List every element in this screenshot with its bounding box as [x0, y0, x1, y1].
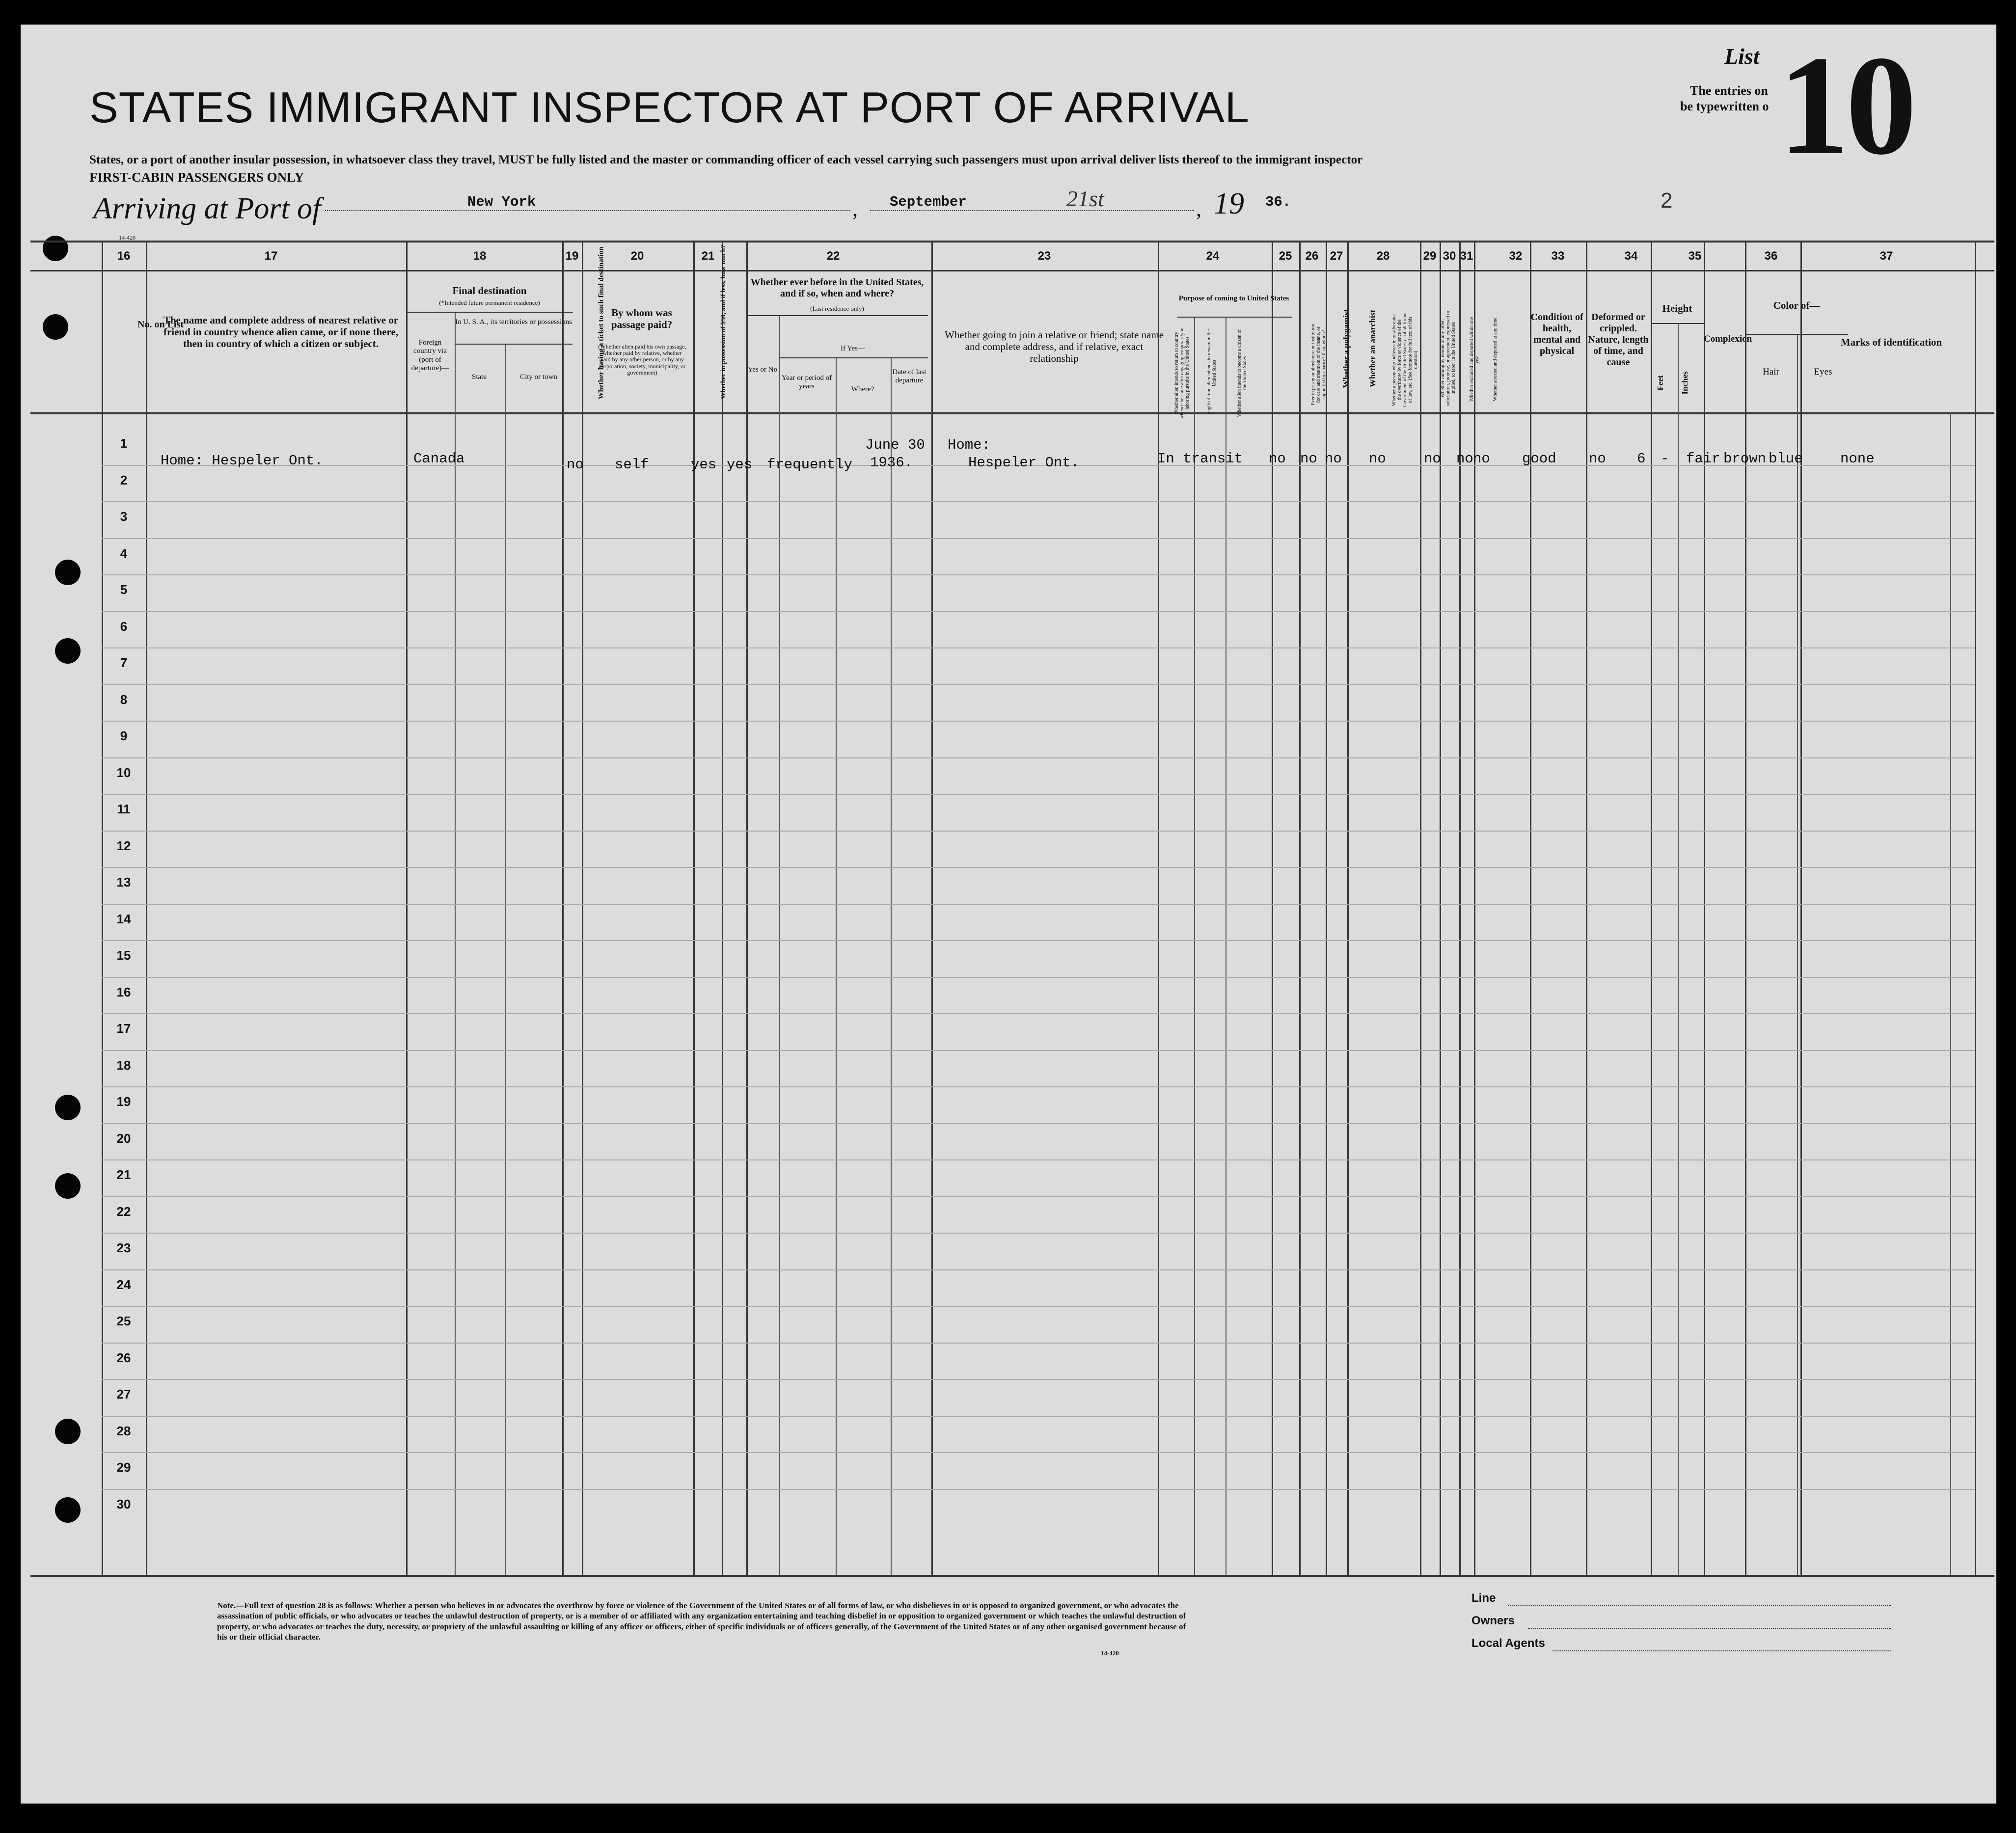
row-rule: [102, 1013, 1975, 1014]
row-rule: [102, 904, 1975, 905]
punch-hole: [55, 638, 81, 664]
row-number: 22: [116, 1204, 131, 1219]
entry-date-2: 1936.: [870, 455, 913, 471]
column-number: 29: [1423, 249, 1437, 263]
sub-column-rule: [1950, 412, 1951, 1575]
col18-usa: In U. S. A., its territories or possessions: [455, 318, 572, 326]
col18-note: (*Intended future permanent residence): [439, 299, 540, 306]
row-rule: [102, 1452, 1975, 1453]
punch-hole: [55, 1095, 81, 1120]
form-code-top: 14-420: [119, 234, 136, 241]
column-rule: [1586, 241, 1587, 1575]
col35-header: Complexion: [1704, 334, 1752, 344]
row-rule: [102, 1159, 1975, 1160]
owners-dotline: [1528, 1628, 1891, 1629]
punch-hole: [43, 314, 68, 340]
column-rule: [1975, 241, 1976, 1575]
col34-title: Height: [1662, 302, 1692, 314]
entry-health: good: [1522, 451, 1556, 467]
column-number: 24: [1206, 249, 1220, 263]
col31-header: Whether arrested and deported at any time: [1493, 318, 1498, 401]
row-number: 10: [116, 765, 131, 780]
comma: ,: [1196, 197, 1201, 221]
col22-subrule: [746, 315, 928, 316]
entry-fifty-dollars: yes: [691, 457, 717, 473]
column-number: 17: [264, 249, 278, 263]
entry-marks: none: [1840, 451, 1875, 467]
column-rule: [1347, 241, 1349, 1575]
agents-label: Local Agents: [1471, 1637, 1545, 1650]
col24-c-header: Whether alien intends to become a citizen of the United States: [1237, 329, 1248, 417]
col18-state: State: [472, 373, 487, 381]
col22-ifyes-rule: [779, 357, 928, 358]
col22-where: Where?: [851, 385, 874, 393]
day-value: 21st: [1066, 186, 1104, 211]
row-number: 4: [120, 545, 128, 561]
form-code-bottom: 14-420: [1101, 1649, 1119, 1657]
entry-q29: no: [1424, 451, 1441, 467]
row-number: 18: [116, 1057, 131, 1073]
row-number: 26: [116, 1350, 131, 1365]
sub-column-rule: [505, 344, 506, 1575]
column-rule: [1272, 241, 1273, 1575]
column-rule: [1440, 241, 1441, 1575]
line-dotline: [1508, 1605, 1891, 1606]
row-number: 9: [120, 728, 128, 743]
column-rule: [1651, 241, 1652, 1575]
typewritten-note-1: The entries on: [1690, 83, 1768, 98]
date-dotline: [870, 210, 1194, 211]
entry-anarchist: no: [1325, 451, 1342, 467]
col27-header: Whether an anarchist: [1368, 309, 1377, 388]
sub-column-rule: [891, 357, 892, 1575]
row-number: 25: [116, 1314, 131, 1328]
col17-header: The name and complete address of nearest relative or friend in country whence alien came, or if none there, then in country of which a citizen or subject.: [163, 314, 399, 350]
row-number: 29: [116, 1460, 131, 1475]
row-rule: [102, 1416, 1975, 1417]
col36-title: Color of—: [1773, 299, 1820, 311]
entry-deformed: no: [1589, 451, 1606, 467]
column-rule: [693, 241, 695, 1575]
owners-label: Owners: [1471, 1614, 1515, 1627]
entry-purpose: In transit: [1157, 451, 1243, 467]
row-rule: [102, 940, 1975, 941]
row-rule: [102, 538, 1975, 539]
row-rule: [102, 721, 1975, 722]
col24-title: Purpose of coming to United States: [1178, 295, 1289, 302]
row-rule: [102, 1306, 1975, 1307]
entry-q28: no: [1369, 451, 1386, 467]
punch-hole: [55, 560, 81, 585]
column-number: 16: [117, 249, 131, 263]
row-rule: [102, 831, 1975, 832]
entry-prison: no: [1269, 451, 1286, 467]
year-prefix: 19: [1214, 187, 1244, 220]
row-number: 8: [120, 692, 128, 707]
col23-header: Whether going to join a relative or friend; state name and complete address, and if relative, exact relationship: [944, 329, 1164, 365]
column-rule: [1158, 241, 1159, 1575]
col18-foreign: Foreign country via (port of departure)—: [411, 339, 449, 372]
column-rule: [1530, 241, 1531, 1575]
row-number: 21: [116, 1167, 131, 1182]
typewritten-note-2: be typewritten o: [1680, 99, 1769, 113]
month-value: September: [890, 194, 967, 210]
port-dotline: [325, 210, 850, 211]
col16-header: No. on List: [137, 319, 184, 330]
table-bottom-rule: [30, 1575, 1994, 1577]
column-number: 33: [1551, 249, 1565, 263]
page-subtitle: States, or a port of another insular possession, in whatsoever class they travel, MUST be fully listed and the master or commanding officer of each vessel carrying such passengers must upon arrival deliver lists thereof to the immigrant inspector: [89, 153, 1363, 166]
col20-title: By whom was passage paid?: [611, 307, 673, 331]
col32-header: Condition of health, mental and physical: [1530, 312, 1583, 356]
entry-relative-address: Home: Hespeler Ont.: [161, 453, 323, 469]
column-rule: [582, 241, 583, 1575]
column-number: 25: [1279, 249, 1292, 263]
column-number: 30: [1443, 249, 1456, 263]
sub-column-rule: [1797, 334, 1798, 1575]
row-rule: [102, 574, 1975, 575]
col25-header: Ever in prison or almshouse or institution for care and treatment of the insane, or supported by charity? If so, which?: [1310, 323, 1327, 406]
row-rule: [102, 867, 1975, 868]
column-rule: [931, 241, 933, 1575]
entry-joining-2: Hespeler Ont.: [968, 455, 1080, 471]
column-number: 18: [473, 249, 487, 263]
row-rule: [102, 1050, 1975, 1051]
entry-complexion: fair: [1686, 451, 1720, 467]
column-rule: [1745, 241, 1746, 1575]
row-number: 5: [120, 582, 128, 597]
column-number: 20: [630, 249, 644, 263]
column-rule: [1299, 241, 1301, 1575]
column-rule: [722, 241, 723, 1575]
col36-hair: Hair: [1763, 367, 1779, 377]
row-number: 24: [116, 1277, 131, 1292]
col21-header: Whether in possession of $50, and if less, how much?: [720, 244, 727, 399]
column-number: 36: [1764, 249, 1778, 263]
col24-a-header: Whether alien intends to return to country whence he came after engaging temporarily in laboring pursuits in the United States: [1174, 327, 1190, 419]
sheet-number: 2: [1661, 189, 1673, 213]
column-number: 35: [1688, 249, 1702, 263]
entry-date-1: June 30: [865, 437, 925, 453]
column-number: 22: [826, 249, 840, 263]
column-number: 37: [1880, 249, 1893, 263]
class-line: FIRST-CABIN PASSENGERS ONLY: [89, 170, 304, 185]
row-number: 27: [116, 1387, 131, 1402]
line-label: Line: [1471, 1591, 1496, 1605]
punch-hole: [55, 1497, 81, 1523]
col33-header: Deformed or crippled. Nature, length of time, and cause: [1588, 312, 1649, 368]
sub-column-rule: [1678, 323, 1679, 1575]
entry-inches: -: [1661, 451, 1669, 467]
column-rule: [1800, 241, 1802, 1575]
row-rule: [102, 1343, 1975, 1344]
entry-joining-1: Home:: [948, 437, 991, 453]
col29-header: Whether coming by reason of any offer, solicitation, promise, or agreement, expressed or implied, to labor in the United States: [1440, 310, 1456, 406]
row-number: 2: [120, 472, 128, 487]
column-number: 28: [1376, 249, 1390, 263]
sub-column-rule: [779, 315, 780, 1575]
col24-subrule: [1177, 317, 1292, 318]
row-number: 3: [120, 509, 128, 524]
punch-hole: [55, 1173, 81, 1199]
row-number: 17: [116, 1021, 131, 1036]
arriving-label: Arriving at Port of: [93, 192, 321, 225]
col22-yesno: Yes or No: [747, 366, 778, 374]
row-number: 30: [116, 1496, 131, 1511]
row-rule: [102, 1196, 1975, 1197]
col24-b-header: Length of time alien intends to remain in the United States: [1206, 329, 1217, 417]
column-number: 21: [701, 249, 715, 263]
entry-q31: no: [1473, 451, 1490, 467]
row-number: 14: [116, 911, 131, 926]
col18-subrule: [406, 312, 573, 313]
col34-inches: Inches: [1680, 371, 1689, 395]
column-rule: [406, 241, 408, 1575]
agents-dotline: [1553, 1650, 1891, 1651]
row-rule: [102, 794, 1975, 795]
colnum-rule: [30, 270, 1994, 271]
row-rule: [102, 647, 1975, 648]
year-suffix: 36.: [1265, 194, 1291, 210]
punch-hole: [43, 236, 68, 261]
row-rule: [102, 1379, 1975, 1380]
col34-subrule: [1651, 323, 1704, 324]
row-rule: [102, 977, 1975, 978]
port-value: New York: [467, 194, 536, 210]
col36-eyes: Eyes: [1814, 367, 1832, 377]
column-rule: [1704, 241, 1705, 1575]
entry-foreign-country: Canada: [413, 451, 465, 467]
col36-subrule: [1745, 334, 1848, 335]
column-number: 32: [1509, 249, 1523, 263]
row-number: 1: [120, 436, 128, 451]
row-number: 13: [116, 875, 131, 890]
entry-ticket: no: [567, 457, 584, 473]
row-rule: [102, 1123, 1975, 1124]
punch-hole: [55, 1419, 81, 1444]
entry-polygamist: no: [1300, 451, 1317, 467]
row-rule: [102, 501, 1975, 502]
entry-eyes: blue: [1769, 451, 1803, 467]
page-title: STATES IMMIGRANT INSPECTOR AT PORT OF ARRIVAL: [89, 83, 1250, 132]
col18-title: Final destination: [452, 285, 527, 297]
col22-date: Date of last departure: [892, 368, 926, 385]
col20-note: (Whether alien paid his own passage, whether paid by relative, whether paid by any other person, or by any corporation, society, municipality, or government): [598, 343, 686, 376]
row-number: 28: [116, 1423, 131, 1438]
footnote: Note.—Full text of question 28 is as follows: Whether a person who believes in or advocates the overthrow by force or violence of the Government of the United States or of all forms of law, or who disbelieves in or is opposed to organized government, or who advocates the assassination of public officials, or who advocates or teaches the unlawful destruction of property, or is a member of or affiliated with any organization entertaining and teaching disbelief in or opposition to organized government or which teaches the unlawful destruction of property, or who advocates or teaches the duty, necessity, or propriety of the unlawful assaulting or killing of any officer or officers, either of specific individuals or of officers generally, of the Government of the United States or of any other organised government because of his or their official character.: [217, 1601, 1186, 1642]
entry-ever-before: yes: [727, 457, 753, 473]
column-rule: [1474, 241, 1475, 1575]
row-number: 6: [120, 619, 128, 634]
manifest-sheet: [21, 25, 1996, 1804]
column-number: 27: [1330, 249, 1343, 263]
col18-city: City or town: [520, 373, 557, 381]
entry-feet: 6: [1637, 451, 1646, 467]
col30-header: Whether excluded and deported within one year: [1469, 317, 1480, 402]
row-rule: [102, 1086, 1975, 1087]
row-number: 7: [120, 655, 128, 670]
column-rule: [1326, 241, 1327, 1575]
row-number: 23: [116, 1240, 131, 1255]
column-number: 23: [1037, 249, 1051, 263]
row-number: 20: [116, 1131, 131, 1146]
row-rule: [102, 611, 1975, 612]
col22-ifyes: If Yes—: [840, 345, 865, 352]
col26-header: Whether a polygamist: [1341, 309, 1351, 388]
col28-header: Whether a person who believes in or advocates the overthrow by force or violence of the Government of the United States or of all forms of law, etc. (See footnote for full text of this question): [1391, 313, 1418, 407]
column-rule: [1420, 241, 1421, 1575]
column-rule: [746, 241, 748, 1575]
sub-column-rule: [836, 357, 837, 1575]
entry-period: frequently: [767, 457, 853, 473]
col19-header: Whether having a ticket to such final destination: [597, 246, 605, 400]
column-number: 34: [1624, 249, 1638, 263]
col22-title: Whether ever before in the United States, and if so, when and where?: [750, 277, 924, 299]
row-number: 15: [116, 948, 131, 963]
col34-feet: Feet: [1656, 375, 1665, 391]
row-number: 11: [117, 802, 131, 816]
entry-q30: no: [1456, 451, 1473, 467]
row-rule: [102, 1269, 1975, 1270]
col22-period: Year or period of years: [781, 374, 832, 391]
row-rule: [102, 757, 1975, 758]
row-rule: [102, 684, 1975, 685]
row-number: 16: [116, 984, 131, 999]
column-number: 26: [1305, 249, 1319, 263]
table-top-rule: [30, 241, 1994, 243]
header-bottom-rule: [30, 412, 1994, 414]
column-rule: [562, 241, 564, 1575]
col18-usa-rule: [455, 344, 572, 345]
list-number: 10: [1778, 27, 1913, 184]
list-label: List: [1724, 44, 1760, 69]
comma: ,: [852, 197, 858, 221]
column-number: 31: [1460, 249, 1473, 263]
sub-column-rule: [1194, 317, 1195, 1575]
row-number: 19: [116, 1094, 131, 1109]
col22-note: (Last residence only): [810, 305, 864, 312]
row-number: 12: [116, 838, 131, 853]
row-rule: [102, 1233, 1975, 1234]
entry-hair: brown: [1723, 451, 1767, 467]
column-number: 19: [565, 249, 579, 263]
col37-header: Marks of identification: [1840, 336, 1942, 348]
row-rule: [102, 1489, 1975, 1490]
column-rule: [1459, 241, 1461, 1575]
entry-passage-paid: self: [615, 457, 649, 473]
